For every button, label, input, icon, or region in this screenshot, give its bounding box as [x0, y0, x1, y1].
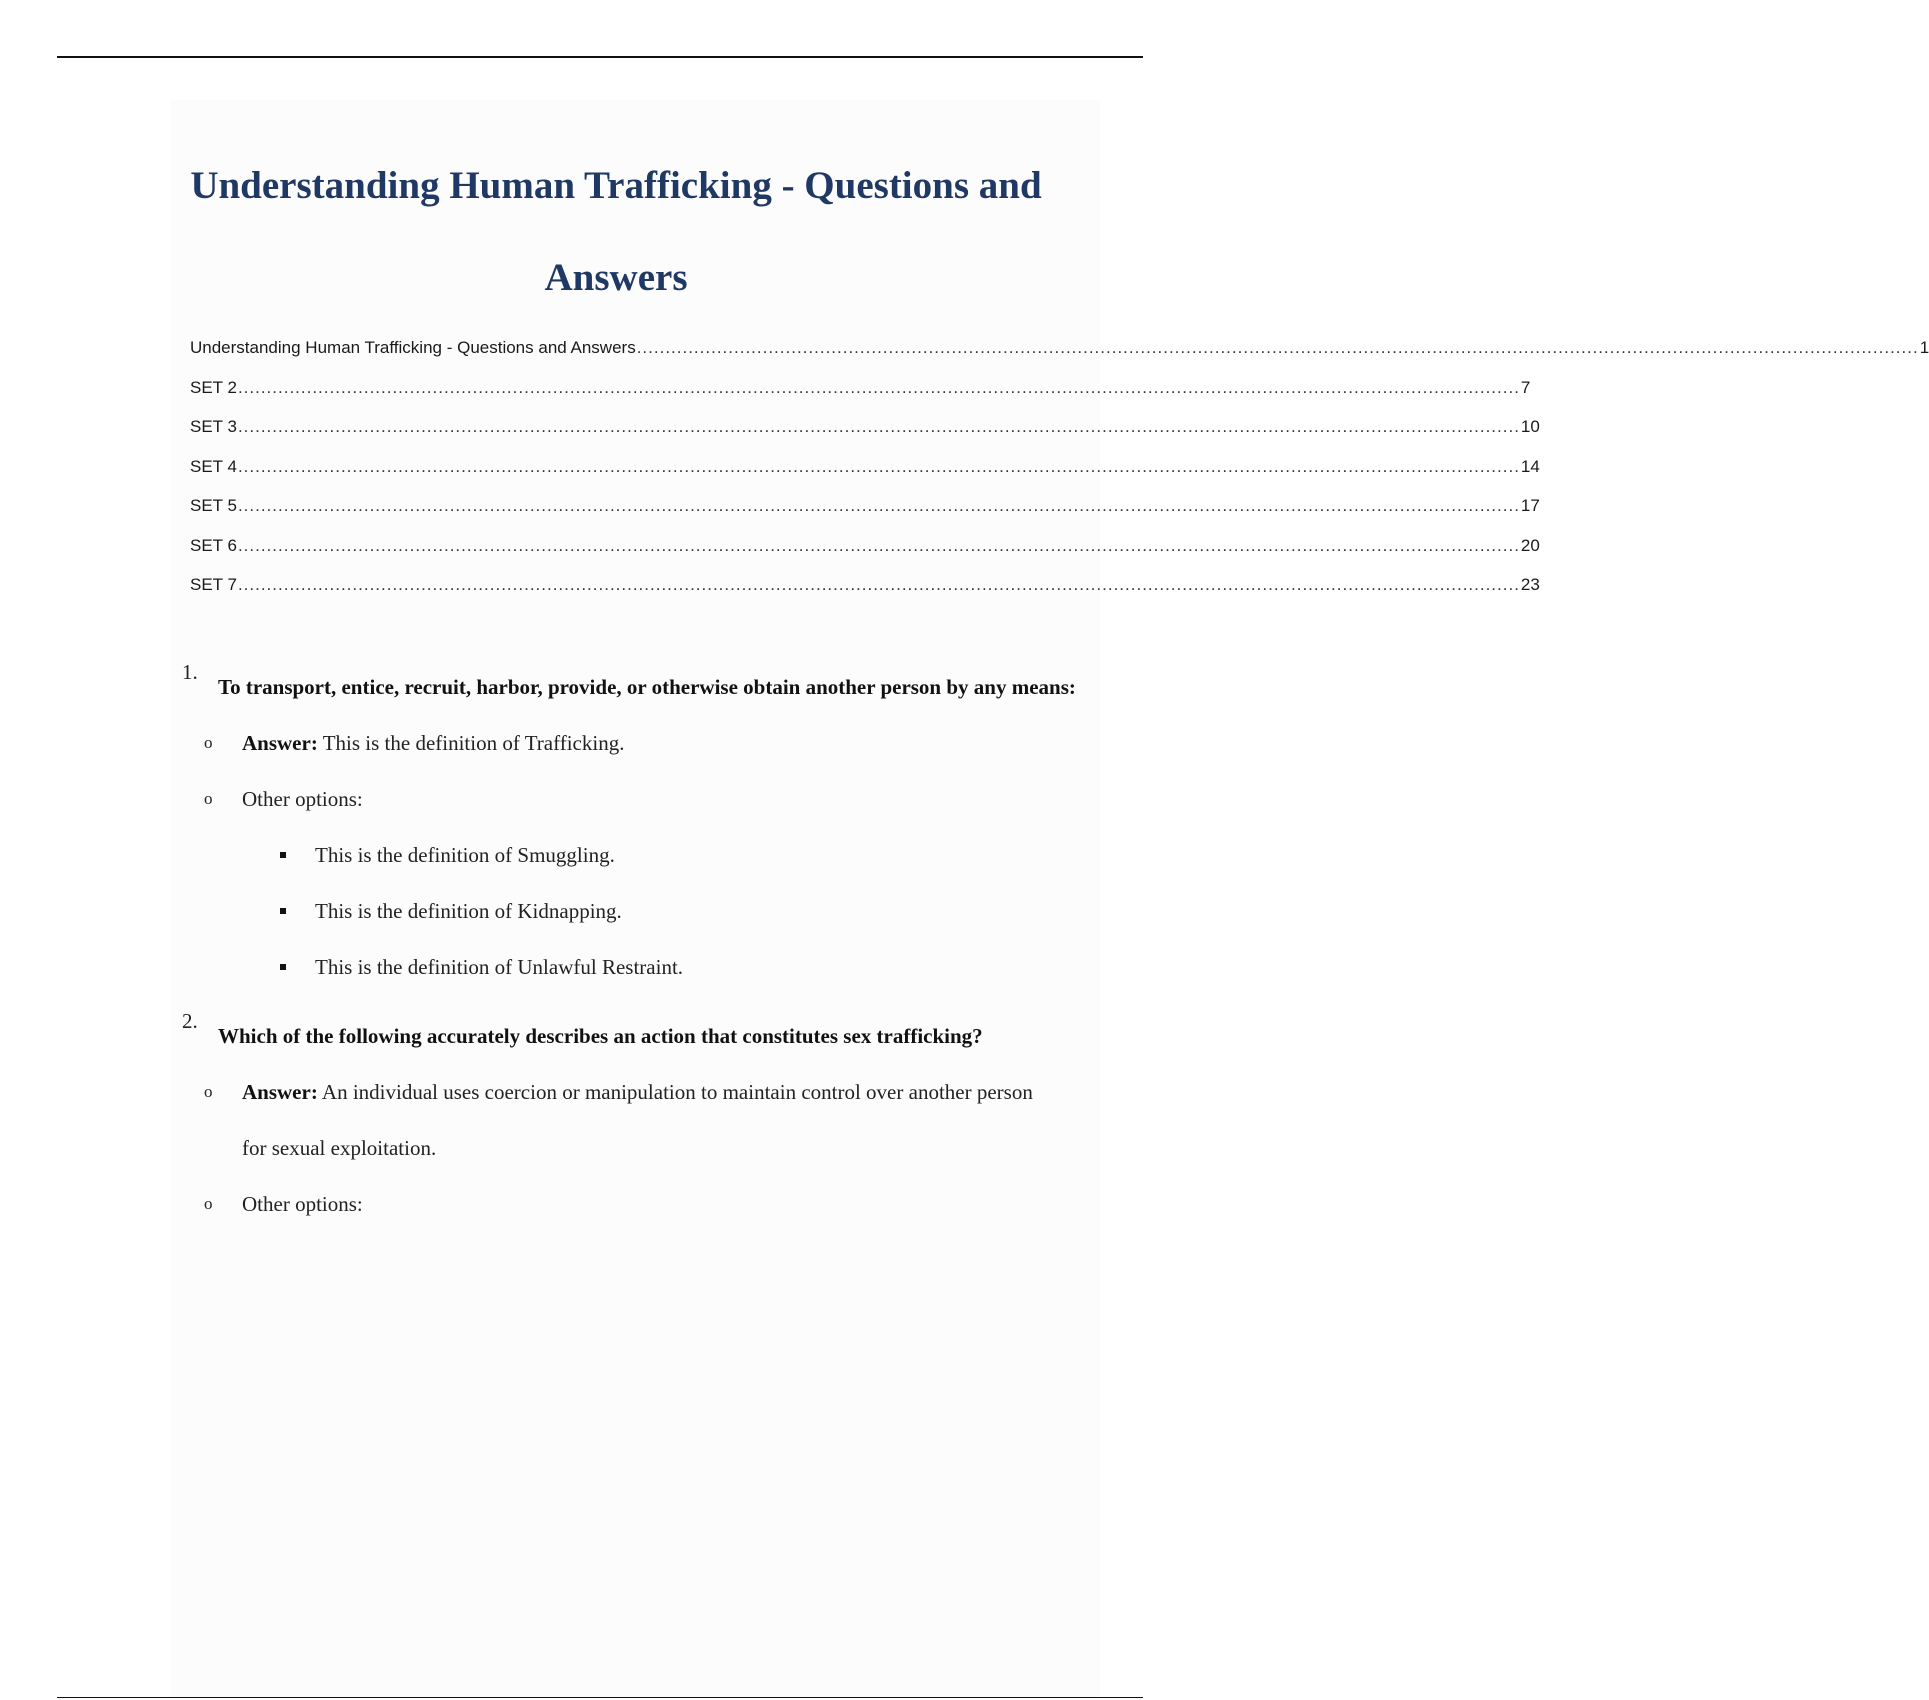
option-item: [170, 883, 1100, 939]
question-item: [170, 660, 1100, 715]
toc-entry-label: SET 7: [190, 575, 237, 594]
circle-bullet-icon: o: [204, 1194, 213, 1213]
square-bullet-icon: [280, 852, 286, 858]
answer-line: [170, 715, 1100, 771]
toc-entry-page: 7: [1520, 377, 1531, 397]
square-bullet-icon: [280, 964, 286, 970]
toc-entry-page: 20: [1520, 535, 1540, 555]
toc-leader-dots: ................................................................................................................................................................................................................................: [636, 338, 1919, 357]
toc-leader-dots: ................................................................................................................................................................................................................................: [237, 535, 1520, 555]
document-title: Understanding Human Trafficking - Questions and Answers: [190, 164, 1042, 299]
toc-entry-label: SET 3: [190, 417, 237, 436]
footer-rule: [57, 1697, 1143, 1698]
question-text: To transport, entice, recruit, harbor, provide, or otherwise obtain another person by any means:: [218, 675, 1076, 699]
question-number: 1.: [182, 660, 198, 684]
toc-entry[interactable]: [190, 452, 1540, 492]
answer-line: [170, 1064, 1100, 1176]
toc-entry-label: SET 2: [190, 377, 237, 397]
toc-entry-page: 17: [1520, 496, 1540, 515]
circle-bullet-icon: o: [204, 733, 213, 752]
toc-leader-dots: ................................................................................................................................................................................................................................: [237, 377, 1520, 397]
toc-entry[interactable]: [190, 531, 1540, 571]
toc-entry-page: 1: [1919, 338, 1929, 357]
question-number: 2.: [182, 1009, 198, 1033]
other-options-line: [170, 771, 1100, 827]
question-text: Which of the following accurately describes an action that constitutes sex trafficking?: [218, 1024, 983, 1048]
question-item: [170, 1009, 1100, 1064]
toc-entry-page: 23: [1520, 575, 1540, 594]
toc-entry-label: SET 4: [190, 456, 237, 476]
toc-entry-page: 10: [1520, 417, 1540, 436]
toc-leader-dots: ................................................................................................................................................................................................................................: [237, 575, 1520, 594]
answer-text: An individual uses coercion or manipulation to maintain control over another person for sexual exploitation.: [242, 1080, 1033, 1160]
toc-entry-page: 14: [1520, 456, 1540, 476]
other-options-label: Other options:: [242, 787, 363, 811]
circle-bullet-icon: o: [204, 789, 213, 808]
question-list: [170, 660, 1100, 1232]
answer-label: Answer:: [242, 731, 318, 755]
option-text: This is the definition of Unlawful Restraint.: [315, 955, 684, 979]
square-bullet-icon: [280, 908, 286, 914]
option-item: [170, 827, 1100, 883]
toc-leader-dots: ................................................................................................................................................................................................................................: [237, 417, 1520, 436]
other-options-line: [170, 1176, 1100, 1232]
toc-entry-label: Understanding Human Trafficking - Questions and Answers: [190, 338, 636, 357]
toc-leader-dots: ................................................................................................................................................................................................................................: [237, 496, 1520, 515]
toc-leader-dots: ................................................................................................................................................................................................................................: [237, 456, 1520, 476]
option-text: This is the definition of Kidnapping.: [315, 899, 622, 923]
option-text: This is the definition of Smuggling.: [315, 843, 615, 867]
other-options-label: Other options:: [242, 1192, 363, 1216]
toc-entry[interactable]: [190, 412, 1540, 452]
table-of-contents: [190, 333, 1929, 610]
spacer: [170, 995, 1100, 1009]
toc-entry[interactable]: [190, 373, 1531, 413]
circle-bullet-icon: o: [204, 1082, 213, 1101]
answer-text: This is the definition of Trafficking.: [322, 731, 625, 755]
toc-entry-label: SET 6: [190, 535, 237, 555]
answer-label: Answer:: [242, 1080, 318, 1104]
toc-entry[interactable]: [190, 491, 1540, 531]
toc-entry[interactable]: [190, 570, 1540, 610]
toc-entry[interactable]: [190, 333, 1929, 373]
option-item: [170, 939, 1100, 995]
header-rule: [57, 56, 1143, 58]
toc-entry-label: SET 5: [190, 496, 237, 515]
